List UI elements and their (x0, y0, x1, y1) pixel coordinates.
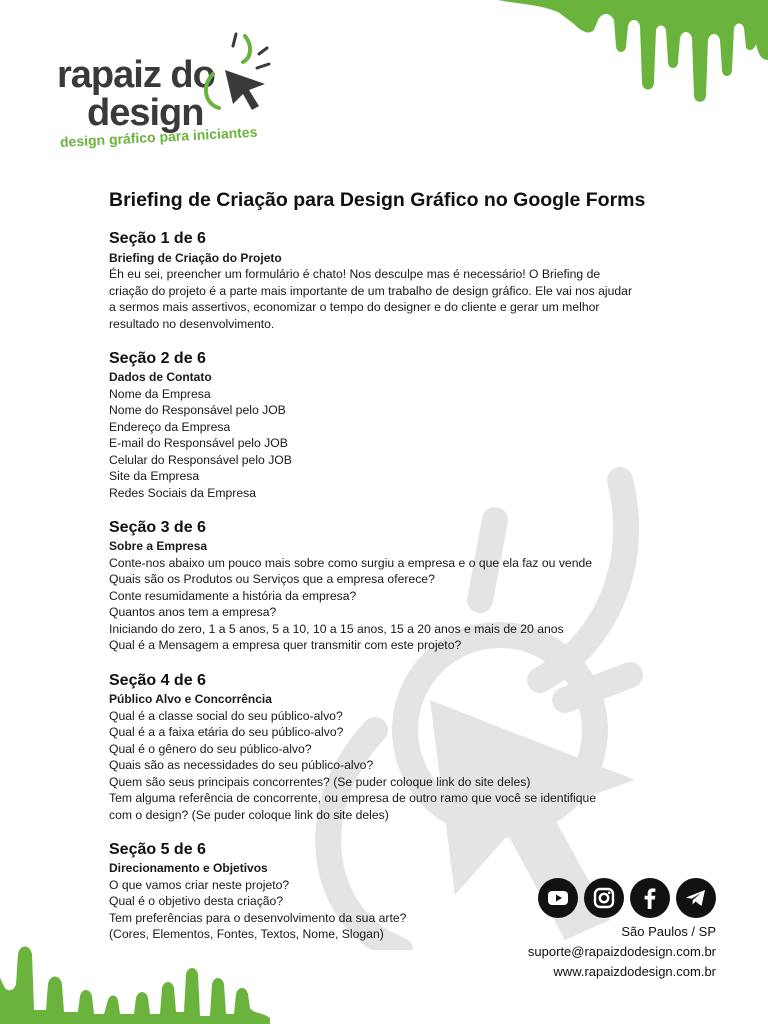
section-line: Quais são os Produtos ou Serviços que a empresa oferece? (109, 572, 435, 587)
section-line: com o design? (Se puder coloque link do site deles) (109, 807, 389, 822)
section-line: Nome do Responsável pelo JOB (109, 403, 286, 418)
green-drips-decoration-top (498, 0, 768, 110)
logo-tagline: design gráfico para iniciantes (59, 123, 258, 150)
section-line: Conte resumidamente a história da empresa? (109, 588, 357, 603)
social-links (538, 878, 716, 918)
section-heading: Seção 3 de 6 (109, 519, 206, 537)
section-line: Qual é o objetivo desta criação? (109, 894, 284, 909)
section-line: Quem são seus principais concorrentes? (Se puder coloque link do site deles) (109, 774, 531, 789)
section-line: Celular do Responsável pelo JOB (109, 452, 292, 467)
section-line: Site da Empresa (109, 469, 200, 484)
section-line: Qual é a classe social do seu público-alvo? (109, 708, 343, 723)
section-heading: Seção 2 de 6 (109, 350, 206, 368)
section-line: Nome da Empresa (109, 386, 211, 401)
section-line: Tem alguma referência de concorrente, ou empresa de outro ramo que você se identifique (109, 791, 597, 806)
section-2 (109, 349, 669, 501)
section-line: Conte-nos abaixo um pouco mais sobre como surgiu a empresa e o que ela faz ou vende (109, 555, 593, 570)
logo-word-rapaiz: rapaiz do (57, 54, 215, 96)
section-line: Quantos anos tem a empresa? (109, 605, 277, 620)
section-heading: Seção 5 de 6 (109, 841, 206, 859)
brand-logo (55, 32, 275, 162)
section-subheading: Público Alvo e Concorrência (109, 692, 272, 707)
section-line: Qual é o gênero do seu público-alvo? (109, 741, 312, 756)
section-paragraph: Éh eu sei, preencher um formulário é chato! Nos desculpe mas é necessário! O Briefing de criação do projeto é a parte mais importante de um trabalho de design gráfico. Ele vai nos ajudar a sermos mais assertivos, economizar o tempo do designer e do cliente e gerar um melhor resultado no desenvolvimento. (109, 267, 633, 331)
section-line: (Cores, Elementos, Fontes, Textos, Nome, Slogan) (109, 927, 384, 942)
logo-cursor-icon (195, 32, 275, 112)
section-line: Qual é a a faixa etária do seu público-alvo? (109, 725, 344, 740)
section-line: Endereço da Empresa (109, 419, 231, 434)
section-subheading: Direcionamento e Objetivos (109, 861, 268, 876)
section-line: E-mail do Responsável pelo JOB (109, 436, 288, 451)
section-subheading: Briefing de Criação do Projeto (109, 250, 282, 265)
contact-info (528, 922, 716, 982)
sections-container (109, 229, 669, 942)
contact-website[interactable]: www.rapaizdodesign.com.br (553, 964, 716, 979)
section-heading: Seção 1 de 6 (109, 230, 206, 248)
contact-city: São Paulos / SP (621, 924, 716, 939)
logo-word-design: design (87, 92, 204, 134)
facebook-icon[interactable] (630, 878, 670, 918)
section-heading: Seção 4 de 6 (109, 671, 206, 689)
section-line: Iniciando do zero, 1 a 5 anos, 5 a 10, 10 a 15 anos, 15 a 20 anos e mais de 20 anos (109, 621, 564, 636)
document-title: Briefing de Criação para Design Gráfico no Google Forms (109, 189, 646, 211)
section-subheading: Dados de Contato (109, 370, 212, 385)
contact-email[interactable]: suporte@rapaizdodesign.com.br (527, 944, 716, 959)
telegram-icon[interactable] (676, 878, 716, 918)
instagram-icon[interactable] (584, 878, 624, 918)
section-line: Quais são as necessidades do seu público-alvo? (109, 758, 374, 773)
section-1 (109, 229, 669, 332)
youtube-icon[interactable] (538, 878, 578, 918)
section-3 (109, 518, 669, 654)
section-line: Qual é a Mensagem a empresa quer transmitir com este projeto? (109, 638, 462, 653)
briefing-document (109, 188, 669, 960)
section-subheading: Sobre a Empresa (109, 539, 208, 554)
section-4 (109, 671, 669, 823)
section-line: Tem preferências para o desenvolvimento da sua arte? (109, 910, 407, 925)
section-line: Redes Sociais da Empresa (109, 485, 256, 500)
section-line: O que vamos criar neste projeto? (109, 877, 290, 892)
